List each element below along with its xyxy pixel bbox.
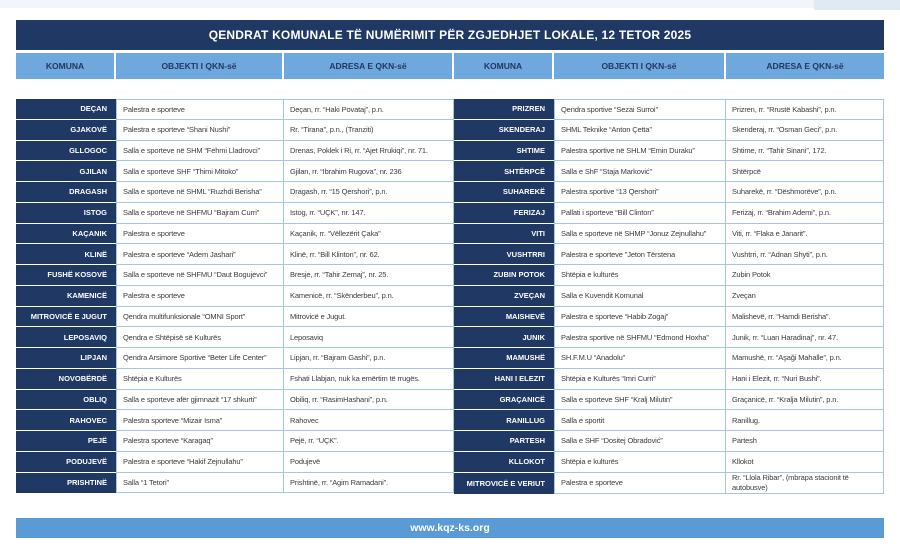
address-cell: Lipjan, rr. “Bajram Gashi”, p.n. bbox=[284, 348, 454, 369]
address-cell: Shtime, rr. “Tahir Sinani”, 172. bbox=[726, 141, 884, 162]
table-row bbox=[16, 161, 454, 182]
table-row bbox=[454, 431, 884, 452]
municipality-cell: SHTËRPCË bbox=[454, 161, 554, 182]
address-cell: Obiliq, rr. “RasimHashani”, p.n. bbox=[284, 390, 454, 411]
facility-cell: Salla e sporteve në SHML “Ruzhdi Berisha” bbox=[116, 182, 284, 203]
table-row bbox=[454, 141, 884, 162]
address-cell: Skenderaj, rr. “Osman Geci”, p.n. bbox=[726, 120, 884, 141]
column-header-adresa: ADRESA E QKN-së bbox=[284, 53, 454, 79]
address-cell: Istog, rr. “UÇK”, nr. 147. bbox=[284, 203, 454, 224]
address-cell: Zubin Potok bbox=[726, 265, 884, 286]
address-cell: Viti, rr. “Flaka e Janarit”. bbox=[726, 224, 884, 245]
address-cell: Klinë, rr. “Bill Klinton”, nr. 62. bbox=[284, 244, 454, 265]
address-cell: Mamushë, rr. “Aşaği Mahalle”, p.n. bbox=[726, 348, 884, 369]
municipality-cell: DRAGASH bbox=[16, 182, 116, 203]
facility-cell: Salla e sporteve në SHM “Fehmi Lladrovci” bbox=[116, 141, 284, 162]
municipality-cell: GLLOGOC bbox=[16, 141, 116, 162]
address-cell: Junik, rr. “Luan Haradinaj”, nr. 47. bbox=[726, 327, 884, 348]
municipality-cell: JUNIK bbox=[454, 327, 554, 348]
facility-cell: Salla e sporteve në SHFMU “Daut Bogujevci” bbox=[116, 265, 284, 286]
table-row bbox=[16, 182, 454, 203]
facility-cell: Qendra Arsimore Sportive “Beter Life Center” bbox=[116, 348, 284, 369]
table-row bbox=[16, 141, 454, 162]
table-row bbox=[454, 203, 884, 224]
table-row bbox=[454, 473, 884, 494]
facility-cell: Palestra e sporteve bbox=[554, 473, 726, 494]
counting-centers-table-right bbox=[454, 99, 884, 494]
municipality-cell: ISTOG bbox=[16, 203, 116, 224]
facility-cell: Palestra e sporteve bbox=[116, 224, 284, 245]
municipality-cell: FUSHË KOSOVË bbox=[16, 265, 116, 286]
address-cell: Suharekë, rr. “Dëshmorëve”, p.n. bbox=[726, 182, 884, 203]
address-cell: Drenas, Poklek i Ri, rr. “Ajet Rrukiqi”, nr. 71. bbox=[284, 141, 454, 162]
facility-cell: Salla e sporteve në SHMP “Jonuz Zejnullahu” bbox=[554, 224, 726, 245]
municipality-cell: PRISHTINË bbox=[16, 473, 116, 494]
municipality-cell: MAISHEVË bbox=[454, 307, 554, 328]
facility-cell: Palestra sportive “13 Qershori” bbox=[554, 182, 726, 203]
facility-cell: SHML Teknike “Anton Çetta” bbox=[554, 120, 726, 141]
address-cell: Kamenicë, rr. “Skënderbeu”, p.n. bbox=[284, 286, 454, 307]
table-row bbox=[16, 99, 454, 120]
column-header-row bbox=[16, 53, 884, 79]
municipality-cell: PARTESH bbox=[454, 431, 554, 452]
address-cell: Malishevë, rr. “Hamdi Berisha”. bbox=[726, 307, 884, 328]
table-row bbox=[454, 224, 884, 245]
table-row bbox=[454, 307, 884, 328]
table-row bbox=[16, 120, 454, 141]
facility-cell: Palestra e sporteve bbox=[116, 99, 284, 120]
address-cell: Ranillug. bbox=[726, 410, 884, 431]
facility-cell: Shtëpia e Kulturës “Imri Curri” bbox=[554, 369, 726, 390]
facility-cell: Palestra sporteve “Karagaq” bbox=[116, 431, 284, 452]
facility-cell: Palestra sportive në SHLM “Emin Duraku” bbox=[554, 141, 726, 162]
table-row bbox=[454, 161, 884, 182]
municipality-cell: LIPJAN bbox=[16, 348, 116, 369]
counting-centers-tables bbox=[16, 99, 884, 494]
facility-cell: Salla “1 Tetori” bbox=[116, 473, 284, 494]
address-cell: Graçanicë, rr. “Kralja Milutin”, p.n. bbox=[726, 390, 884, 411]
municipality-cell: OBLIQ bbox=[16, 390, 116, 411]
municipality-cell: MITROVICË E VERIUT bbox=[454, 473, 554, 494]
facility-cell: SH.F.M.U “Anadolu” bbox=[554, 348, 726, 369]
municipality-cell: MITROVICË E JUGUT bbox=[16, 307, 116, 328]
facility-cell: Qendra multifunksionale “OMNI Sport” bbox=[116, 307, 284, 328]
counting-centers-table-left bbox=[16, 99, 454, 493]
table-row bbox=[454, 327, 884, 348]
municipality-cell: VUSHTRRI bbox=[454, 244, 554, 265]
municipality-cell: KLINË bbox=[16, 244, 116, 265]
facility-cell: Salla e sporteve afër gjimnazit “17 shkurti” bbox=[116, 390, 284, 411]
address-cell: Prizren, rr. “Rrustë Kabashi”, p.n. bbox=[726, 99, 884, 120]
column-header-adresa: ADRESA E QKN-së bbox=[726, 53, 884, 79]
table-row bbox=[454, 244, 884, 265]
municipality-cell: FERIZAJ bbox=[454, 203, 554, 224]
municipality-cell: MAMUSHË bbox=[454, 348, 554, 369]
address-cell: Dragash, rr. “15 Qershori”, p.n. bbox=[284, 182, 454, 203]
table-row bbox=[16, 452, 454, 473]
facility-cell: Pallati i sporteve “Bill Clinton” bbox=[554, 203, 726, 224]
table-row bbox=[454, 410, 884, 431]
table-row bbox=[16, 473, 454, 494]
footer-url: www.kqz-ks.org bbox=[410, 522, 490, 534]
table-row bbox=[454, 120, 884, 141]
table-row bbox=[454, 286, 884, 307]
page-top-right-edge bbox=[814, 0, 900, 10]
table-row bbox=[454, 182, 884, 203]
table-row bbox=[16, 265, 454, 286]
table-row bbox=[16, 369, 454, 390]
facility-cell: Salla e ShF “Staja Marković” bbox=[554, 161, 726, 182]
municipality-cell: DEÇAN bbox=[16, 99, 116, 120]
table-row bbox=[454, 390, 884, 411]
municipality-cell: SKENDERAJ bbox=[454, 120, 554, 141]
facility-cell: Palestra e sporteve "Jeton Tërstena bbox=[554, 244, 726, 265]
table-row bbox=[454, 99, 884, 120]
address-cell: Leposaviq bbox=[284, 327, 454, 348]
municipality-cell: KAMENICË bbox=[16, 286, 116, 307]
page-top-edge bbox=[0, 0, 900, 8]
table-row bbox=[16, 244, 454, 265]
municipality-cell: VITI bbox=[454, 224, 554, 245]
municipality-cell: PRIZREN bbox=[454, 99, 554, 120]
facility-cell: Salla e sporteve në SHFMU “Bajram Curri” bbox=[116, 203, 284, 224]
facility-cell: Salla e SHF “Dositej Obradović” bbox=[554, 431, 726, 452]
address-cell: Kaçanik, rr. “Vëllezërit Çaka” bbox=[284, 224, 454, 245]
title-bar bbox=[16, 20, 884, 50]
municipality-cell: GJILAN bbox=[16, 161, 116, 182]
table-row bbox=[16, 390, 454, 411]
address-cell: Kllokot bbox=[726, 452, 884, 473]
facility-cell: Palestra e sporteve “Adem Jashari” bbox=[116, 244, 284, 265]
table-row bbox=[16, 286, 454, 307]
address-cell: Vushtrri, rr. “Adnan Shyti”, p.n. bbox=[726, 244, 884, 265]
municipality-cell: KAÇANIK bbox=[16, 224, 116, 245]
address-cell: Podujevë bbox=[284, 452, 454, 473]
facility-cell: Shtëpia e Kulturës bbox=[116, 369, 284, 390]
facility-cell: Palestra e sporteve “Hakif Zejnullahu” bbox=[116, 452, 284, 473]
table-row bbox=[16, 348, 454, 369]
table-row bbox=[454, 265, 884, 286]
facility-cell: Salla e sporteve SHF “Thimi Mitoko” bbox=[116, 161, 284, 182]
municipality-cell: ZVEÇAN bbox=[454, 286, 554, 307]
address-cell: Shtërpcë bbox=[726, 161, 884, 182]
facility-cell: Qendra e Shtëpisë së Kulturës bbox=[116, 327, 284, 348]
facility-cell: Salla e Kuvendit Komunal bbox=[554, 286, 726, 307]
facility-cell: Palestra e sporteve “Shani Nushi” bbox=[116, 120, 284, 141]
address-cell: Mitrovicë e Jugut. bbox=[284, 307, 454, 328]
column-header-objekti: OBJEKTI I QKN-së bbox=[554, 53, 726, 79]
municipality-cell: HANI I ELEZIT bbox=[454, 369, 554, 390]
address-cell: Pejë, rr. “UÇK”. bbox=[284, 431, 454, 452]
address-cell: Hani i Elezit, rr. “Nuri Bushi”. bbox=[726, 369, 884, 390]
address-cell: Rr. “Tirana”, p.n., (Tranziti) bbox=[284, 120, 454, 141]
page-title: QENDRAT KOMUNALE TË NUMËRIMIT PËR ZGJEDHJET LOKALE, 12 TETOR 2025 bbox=[208, 28, 692, 42]
facility-cell: Palestra sportive në SHFMU “Edmond Hoxha” bbox=[554, 327, 726, 348]
facility-cell: Palestra e sporteve bbox=[116, 286, 284, 307]
municipality-cell: NOVOBËRDË bbox=[16, 369, 116, 390]
municipality-cell: RAHOVEC bbox=[16, 410, 116, 431]
address-cell: Ferizaj, rr. “Brahim Ademi”, p.n. bbox=[726, 203, 884, 224]
address-cell: Zveçan bbox=[726, 286, 884, 307]
address-cell: Rahovec bbox=[284, 410, 454, 431]
address-cell: Fshati Llabjan, nuk ka emërtim të rrugës. bbox=[284, 369, 454, 390]
address-cell: Rr. “Llola Ribar”, (mbrapa stacionit të autobusve) bbox=[726, 473, 884, 494]
column-header-komuna: KOMUNA bbox=[454, 53, 554, 79]
footer-bar bbox=[16, 518, 884, 538]
table-row bbox=[454, 452, 884, 473]
table-row bbox=[16, 203, 454, 224]
table-row bbox=[16, 307, 454, 328]
municipality-cell: LEPOSAVIQ bbox=[16, 327, 116, 348]
municipality-cell: KLLOKOT bbox=[454, 452, 554, 473]
municipality-cell: ZUBIN POTOK bbox=[454, 265, 554, 286]
table-row bbox=[454, 369, 884, 390]
municipality-cell: PEJË bbox=[16, 431, 116, 452]
address-cell: Deçan, rr. “Haki Povataj”, p.n. bbox=[284, 99, 454, 120]
address-cell: Gjilan, rr. “Ibrahim Rugova”, nr. 236 bbox=[284, 161, 454, 182]
address-cell: Prishtinë, rr. “Agim Ramadani”. bbox=[284, 473, 454, 494]
municipality-cell: GJAKOVË bbox=[16, 120, 116, 141]
municipality-cell: SUHAREKË bbox=[454, 182, 554, 203]
facility-cell: Salla e sporteve SHF “Kralj Milutin” bbox=[554, 390, 726, 411]
table-row bbox=[16, 410, 454, 431]
facility-cell: Palestra e sporteve “Habib Zogaj” bbox=[554, 307, 726, 328]
facility-cell: Qendra sportive “Sezai Surroi” bbox=[554, 99, 726, 120]
facility-cell: Salla e sportit bbox=[554, 410, 726, 431]
address-cell: Partesh bbox=[726, 431, 884, 452]
column-header-komuna: KOMUNA bbox=[16, 53, 116, 79]
address-cell: Bresje, rr. “Tahir Zemaj”, nr. 25. bbox=[284, 265, 454, 286]
facility-cell: Shtëpia e kulturës bbox=[554, 452, 726, 473]
municipality-cell: SHTIME bbox=[454, 141, 554, 162]
facility-cell: Shtëpia e kulturës bbox=[554, 265, 726, 286]
facility-cell: Palestra sporteve “Mizair Isma” bbox=[116, 410, 284, 431]
table-row bbox=[16, 224, 454, 245]
municipality-cell: PODUJEVË bbox=[16, 452, 116, 473]
column-header-objekti: OBJEKTI I QKN-së bbox=[116, 53, 284, 79]
table-row bbox=[16, 327, 454, 348]
municipality-cell: RANILLUG bbox=[454, 410, 554, 431]
table-row bbox=[454, 348, 884, 369]
table-row bbox=[16, 431, 454, 452]
municipality-cell: GRAÇANICË bbox=[454, 390, 554, 411]
